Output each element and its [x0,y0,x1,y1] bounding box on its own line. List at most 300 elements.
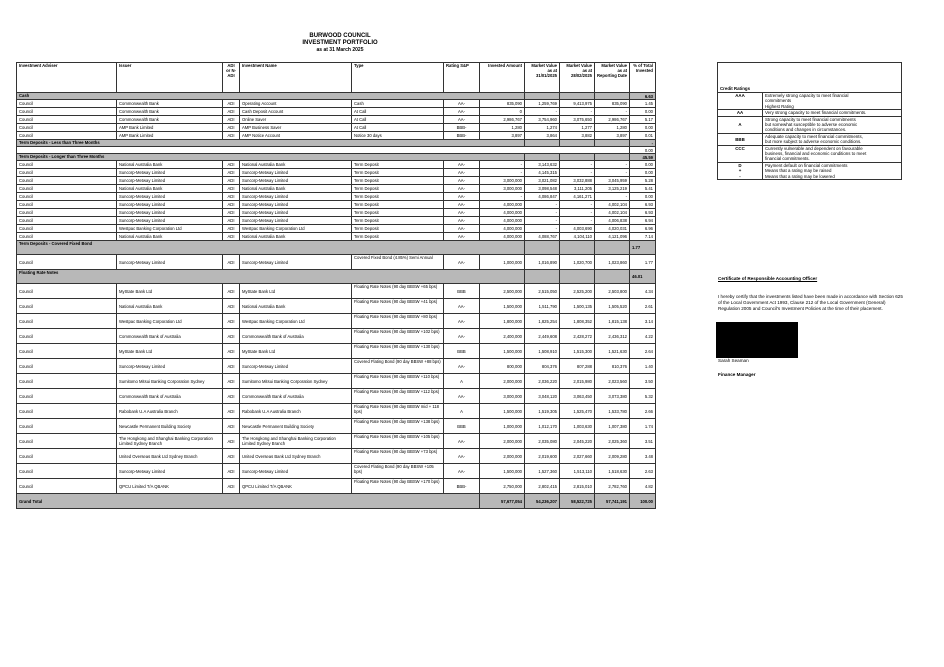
rating-code: + [738,168,742,174]
grand-total-label: Grand Total [17,494,480,509]
cell: AA- [444,116,480,124]
cell: 1,513,110 [560,464,595,479]
cell: 1,500,000 [480,344,525,359]
cell: 1,003,630 [560,419,595,434]
cell: 3,048,120 [525,389,560,404]
table-row [17,193,656,201]
section-header-row [17,140,656,147]
cell: National Australia Bank [240,233,352,241]
cell: 2,782,760 [595,479,630,494]
table-row [17,177,656,185]
cell: ADI [223,329,240,344]
cell: 804,376 [525,359,560,374]
cell: 3,032,888 [560,177,595,185]
cell: BBB [444,419,480,434]
cell: 2,009,280 [595,449,630,464]
rating-code: A [718,117,763,133]
cell: AMP Business Saver [240,124,352,132]
cell: 0.00 [630,108,656,116]
table-row [17,479,656,494]
cell: Council [17,108,117,116]
cell: 2,449,608 [525,329,560,344]
cell: ADI [223,108,240,116]
cell: 1,511,790 [525,299,560,314]
cell: 1,000,000 [480,255,525,270]
cell: Council [17,314,117,329]
cell: ADI [223,209,240,217]
cell: - [480,161,525,169]
cell: 1,515,300 [560,344,595,359]
cell: 1.45 [630,100,656,108]
cell: At Call [352,108,444,116]
cell: Term Deposit [352,161,444,169]
cell: Rabobank U.A Australia Branch [240,404,352,419]
cell: Council [17,479,117,494]
cell: 2,019,600 [525,449,560,464]
cell: Council [17,161,117,169]
cell: - [560,108,595,116]
cell: Council [17,124,117,132]
cell: National Australia Bank [240,299,352,314]
cell: Suncorp-Metway Limited [240,209,352,217]
cell: Term Deposit [352,169,444,177]
cell: National Australia Bank [240,185,352,193]
empty-cell [560,241,595,255]
cell: Term Deposit [352,201,444,209]
cell: ADI [223,124,240,132]
cell: Term Deposit [352,185,444,193]
cell: 7.14 [630,233,656,241]
col-adviser: Investment Adviser [17,63,117,93]
section-header-row [17,93,656,100]
cell: ADI [223,185,240,193]
cell: At Call [352,124,444,132]
cell: 1,500,000 [480,404,525,419]
cell: 2,036,220 [525,374,560,389]
cell: Council [17,209,117,217]
col-investment-name: Investment Name [240,63,352,93]
cell: 5.32 [630,389,656,404]
cell: 4,003,690 [560,225,595,233]
cell: Suncorp-Metway Limited [117,193,223,201]
credit-ratings-title: Credit Ratings [720,85,751,91]
cell: Suncorp-Metway Limited [117,464,223,479]
signatory-name: Sarah Seaman [718,358,749,363]
cell: Suncorp-Metway Limited [240,255,352,270]
blank-row [17,147,656,154]
cell: AA- [444,359,480,374]
cell: National Australia Bank [117,161,223,169]
cell: 5.41 [630,185,656,193]
cell: 0 [480,108,525,116]
cell: - [560,169,595,177]
cell: ADI [223,299,240,314]
certificate-body: I hereby certify that the investments listed have been made in accordance with Section 625 of the Local Government Act 1993, Clause 212 of the Local Government (General) Regulation 2005 and Council's Investment Policies at the time of their placement. [718,294,903,311]
rating-code: BBB [718,134,763,145]
cell: Suncorp-Metway Limited [117,177,223,185]
cell: 4,145,315 [525,169,560,177]
cell: Notice 30 days [352,132,444,140]
cell: 1,518,630 [595,464,630,479]
report-name: INVESTMENT PORTFOLIO [302,40,378,46]
cell: 9,413,975 [560,100,595,108]
cell: Covered Flating Bond (90 day BBSW +105 bps) [352,464,444,479]
table-row [17,233,656,241]
cell: 2,503,800 [595,284,630,299]
cell: 1,808,352 [560,314,595,329]
credit-rating-row [718,134,901,146]
table-row [17,209,656,217]
cell: ADI [223,434,240,449]
cell: Council [17,344,117,359]
rating-description-line: financial commitments. [765,156,810,162]
cell: 4,006,838 [595,217,630,225]
cell: - [595,193,630,201]
cell: 4,000,000 [480,233,525,241]
cell: Council [17,233,117,241]
cell: Floating Rate Notes (90 day BBSW +41 bps) [352,299,444,314]
table-row [17,185,656,193]
cell: ADI [223,161,240,169]
rating-code: CCC [718,146,763,162]
section-pct: 1.77 [630,241,656,255]
cell: Commonwealth Bank [117,100,223,108]
col-pct: % of Total Invested [630,63,656,93]
cell: 2,015,980 [560,374,595,389]
cell: 4,000,000 [480,217,525,225]
certificate-title: Certificate of Responsible Accounting Officer [718,276,818,281]
cell: 1,277 [560,124,595,132]
cell: 1,508,910 [525,344,560,359]
cell: AA- [444,100,480,108]
cell: 1,280 [480,124,525,132]
cell: 6.93 [630,209,656,217]
cell: - [525,217,560,225]
cell: 2,000,000 [480,434,525,449]
cell: 0.00 [630,161,656,169]
section-pct: 46.01 [630,270,656,284]
empty-cell [595,93,630,100]
cell: 2.63 [630,464,656,479]
cell: Floating Rate Notes (90 day BBSW +130 bps) [352,344,444,359]
cell: Westpac Banking Corporation Ltd [240,314,352,329]
cell: Suncorp-Metway Limited [240,177,352,185]
cell: 1,012,170 [525,419,560,434]
rating-description-line: Very strong capacity to meet financial commitments. [765,110,867,116]
cell: ADI [223,225,240,233]
cell: AA- [444,161,480,169]
empty-cell [560,154,595,161]
grand-total-mv3: 57,741,191 [595,494,630,509]
cell: 4,121,096 [595,233,630,241]
cell: 1,016,890 [525,255,560,270]
grand-total-mv1: 54,236,207 [525,494,560,509]
table-row [17,359,656,374]
cell: Floating Rate Notes (90 day BBSW mid + 118 bps) [352,404,444,419]
table-row [17,169,656,177]
section-label: Cash [17,93,525,100]
cell: United Overseas Bank Ltd Sydney Branch [117,449,223,464]
cell: AMP Notice Account [240,132,352,140]
cell: AA- [444,314,480,329]
grand-total-invested: 57,677,054 [480,494,525,509]
empty-cell [595,241,630,255]
table-row [17,116,656,124]
investment-table [16,62,656,509]
cell: Floating Rate Notes (90 day BBSW +112 bps) [352,389,444,404]
cell: At Call [352,116,444,124]
cell: Council [17,374,117,389]
cell: AA- [444,177,480,185]
cell: National Australia Bank [117,185,223,193]
cell: 4,000,000 [480,209,525,217]
rating-description-line: Extremely strong capacity to meet financial [765,93,849,98]
empty-cell [525,140,560,147]
cell: AA- [444,217,480,225]
rating-description-line: Means that a rating may be raised [765,168,832,174]
cell: 5.17 [630,116,656,124]
table-row [17,404,656,419]
col-mv-reporting: Market Value as at Reporting Date [595,63,630,93]
report-title [250,33,430,54]
cell: AMP Bank Limited [117,124,223,132]
rating-description [763,146,901,162]
rating-code: AA [718,110,763,115]
cell: 3,098,548 [525,185,560,193]
cell: - [525,108,560,116]
cell: Council [17,299,117,314]
cell: 3,021,082 [525,177,560,185]
col-mv-feb: Market Value as at 28/02/2025 [560,63,595,93]
cell: Floating Rate Notes (90 day BBSW +102 bps) [352,329,444,344]
grand-total-mv2: 58,522,725 [560,494,595,509]
cell: 0.00 [630,169,656,177]
rating-description [763,163,901,179]
cell: MyState Bank Ltd [240,284,352,299]
cell: Cash Deposit Account [240,108,352,116]
cell: National Australia Bank [117,233,223,241]
empty-cell [560,93,595,100]
cell: 807,288 [560,359,595,374]
table-row [17,217,656,225]
cell: BBB [444,284,480,299]
cell: Council [17,185,117,193]
cell: Floating Rate Notes (90 day BBSW +73 bps) [352,449,444,464]
cell: ADI [223,255,240,270]
rating-description [763,93,901,109]
cell: A [444,374,480,389]
rating-code: AAA [718,93,763,109]
cell: Council [17,132,117,140]
cell: - [560,161,595,169]
cell: Westpac Banking Corporation Ltd [240,225,352,233]
cell: Rabobank U.A Australia Branch [117,404,223,419]
cell: - [525,209,560,217]
cell: The Hongkong and Shanghai Banking Corporation Limited Sydney Branch [240,434,352,449]
table-row [17,100,656,108]
empty-cell [560,270,595,284]
cell: - [560,217,595,225]
grand-total-pct: 100.00 [630,494,656,509]
cell: 3,125,219 [595,185,630,193]
cell: 3,063,450 [560,389,595,404]
cell: Council [17,225,117,233]
cell: 3,864 [525,132,560,140]
cell: 2,027,660 [560,449,595,464]
cell: AA- [444,389,480,404]
empty-cell [525,154,560,161]
empty-cell [560,140,595,147]
cell: ADI [223,404,240,419]
cell: 2,428,272 [560,329,595,344]
cell: 2,515,050 [525,284,560,299]
cell: - [560,201,595,209]
cell: Suncorp-Metway Limited [240,359,352,374]
cell: Term Deposit [352,193,444,201]
cell: 2.64 [630,344,656,359]
cell: - [595,161,630,169]
cell: 2,986,767 [595,116,630,124]
cell: Suncorp-Metway Limited [117,201,223,209]
table-row [17,299,656,314]
cell: 2,815,010 [560,479,595,494]
cell: Suncorp-Metway Limited [117,255,223,270]
cell: 2,035,080 [525,434,560,449]
cell: 3.48 [630,449,656,464]
rating-description-line: Means that a rating may be lowered [765,173,835,179]
cell: 2,400,000 [480,329,525,344]
cell: 810,376 [595,359,630,374]
rating-description-line: Currently vulnerable and dependent on favourable [765,145,863,151]
cell: 1,800,000 [480,314,525,329]
cell: 1,815,138 [595,314,630,329]
cell: Term Deposit [352,225,444,233]
cell: Suncorp-Metway Limited [240,201,352,209]
col-type: Type [352,63,444,93]
cell: 2,000,000 [480,449,525,464]
cell: BBB- [444,132,480,140]
cell: MyState Bank Ltd [117,344,223,359]
cell: AA- [444,329,480,344]
cell: 1,280 [595,124,630,132]
section-header-row [17,154,656,161]
cell: Suncorp-Metway Limited [117,359,223,374]
cell: Online Saver [240,116,352,124]
cell: 3.50 [630,374,656,389]
cell: AA- [444,233,480,241]
cell: Sumitomo Mitsui Banking Corporation Sydney [240,374,352,389]
cell: Sumitomo Mitsui Banking Corporation Sydney [117,374,223,389]
cell: - [525,201,560,209]
cell: 835,090 [595,100,630,108]
cell: 4.82 [630,479,656,494]
table-row [17,449,656,464]
cell: 1.40 [630,359,656,374]
cell: Floating Rate Notes (90 day BBSW +65 bps) [352,284,444,299]
empty-cell [595,154,630,161]
cell: 5.28 [630,177,656,185]
rating-description-line: conditions and changes in circumstances. [765,127,847,133]
table-row [17,108,656,116]
cell: Council [17,100,117,108]
cell: National Australia Bank [117,299,223,314]
cell: Westpac Banking Corporation Ltd [117,225,223,233]
cell: 1,000,000 [480,419,525,434]
cell: Operating Account [240,100,352,108]
cell: Cash [352,100,444,108]
cell: AA- [444,449,480,464]
cell: ADI [223,177,240,185]
cell: 3,073,380 [595,389,630,404]
credit-rating-row [718,117,901,134]
cell: Term Deposit [352,217,444,225]
empty-cell [595,270,630,284]
rating-description-line: Payment default on financial commitments [765,162,848,168]
cell: ADI [223,100,240,108]
rating-description [763,117,901,133]
cell: AA- [444,434,480,449]
cell: Council [17,359,117,374]
cell: AA- [444,464,480,479]
signatory-role: Finance Manager [718,372,756,377]
cell: ADI [223,233,240,241]
cell: 0.00 [630,193,656,201]
cell: Council [17,419,117,434]
cell: ADI [223,464,240,479]
cell: 2,500,000 [480,284,525,299]
table-row [17,284,656,299]
cell: Council [17,449,117,464]
cell: Suncorp-Metway Limited [240,464,352,479]
cell: 4,000,000 [480,201,525,209]
cell: 3,111,205 [560,185,595,193]
cell: Westpac Banking Corporation Ltd [117,314,223,329]
cell: United Overseas Bank Ltd Sydney Branch [240,449,352,464]
cell: 4,002,104 [595,209,630,217]
org-name: BURWOOD COUNCIL [309,33,371,39]
cell: 1,533,780 [595,404,630,419]
cell: Suncorp-Metway Limited [240,169,352,177]
cell: Commonwealth Bank [117,108,223,116]
cell: 1,505,520 [595,299,630,314]
cell: Commonwealth Bank of Australia [117,329,223,344]
cell: Floating Rate Notes (90 day BBSW +138 bps) [352,419,444,434]
cell: Council [17,404,117,419]
cell: 1.74 [630,419,656,434]
section-pct: 45.59 [630,154,656,161]
cell: 6.96 [630,225,656,233]
cell: ADI [223,201,240,209]
cell: 2.61 [630,299,656,314]
col-invested: Invested Amount [480,63,525,93]
cell: 4,086,847 [525,193,560,201]
empty-cell [17,147,630,154]
cell: A [444,404,480,419]
empty-cell [525,241,560,255]
cell: Council [17,389,117,404]
rating-description-line: but more subject to adverse economic conditions. [765,139,862,145]
cell: Council [17,177,117,185]
table-row [17,161,656,169]
cell: 4.22 [630,329,656,344]
cell: AA- [444,299,480,314]
table-row [17,434,656,449]
cell: 3,143,632 [525,161,560,169]
cell: Term Deposit [352,177,444,185]
cell: 1,500,135 [560,299,595,314]
cell: ADI [223,344,240,359]
header-row [17,63,656,93]
